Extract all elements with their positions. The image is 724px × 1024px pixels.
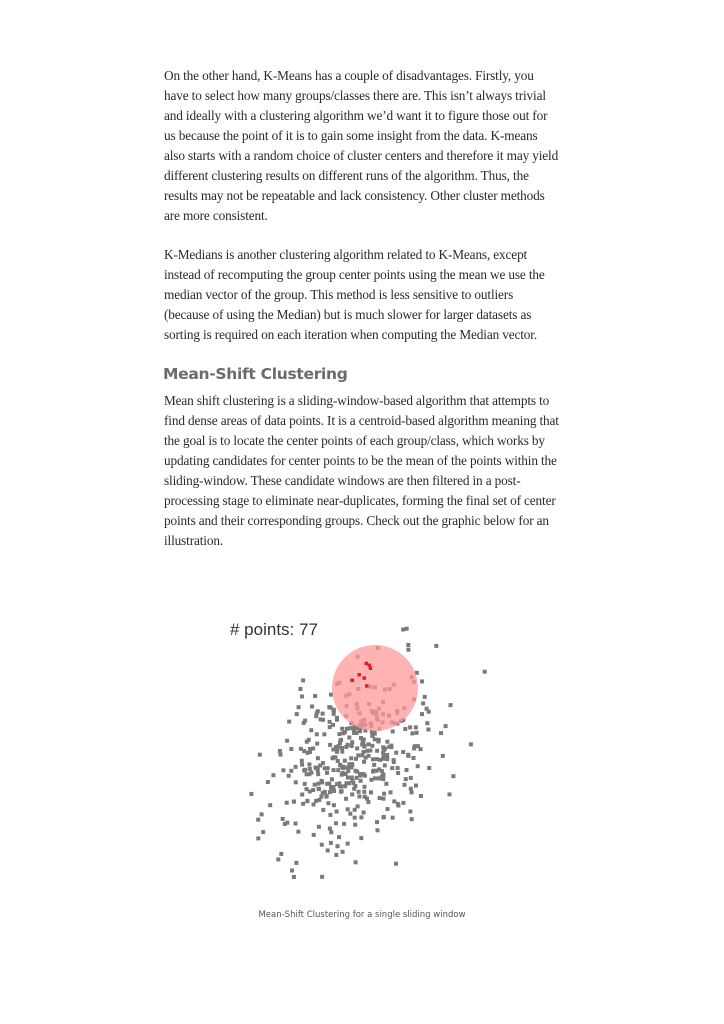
data-point [354, 769, 358, 773]
data-point [427, 766, 431, 770]
data-point [373, 776, 377, 780]
data-point [271, 773, 275, 777]
data-point [389, 745, 393, 749]
data-point [369, 790, 373, 794]
data-point [346, 769, 350, 773]
data-point [375, 820, 379, 824]
data-point [354, 757, 358, 761]
data-point [338, 739, 342, 743]
data-point [334, 821, 338, 825]
data-point [326, 801, 330, 805]
data-point [382, 797, 386, 801]
data-point [357, 795, 361, 799]
data-point [323, 790, 327, 794]
data-point [350, 792, 354, 796]
data-point [295, 712, 299, 716]
data-point [390, 766, 394, 770]
data-point [394, 751, 398, 755]
data-point [311, 788, 315, 792]
data-point [327, 705, 331, 709]
data-point [294, 765, 298, 769]
data-point [303, 768, 307, 772]
data-point [410, 817, 414, 821]
data-point [340, 746, 344, 750]
data-point [315, 742, 319, 746]
data-point [376, 740, 380, 744]
data-point [312, 833, 316, 837]
data-point [357, 790, 361, 794]
data-point [415, 731, 419, 735]
data-point [320, 780, 324, 784]
data-point [451, 774, 455, 778]
data-point [371, 757, 375, 761]
paragraph-kmedians: K-Medians is another clustering algorithm related to K-Means, except instead of recomputing the group center points using the mean we use the median vector of the group. This method is less sensitive to outliers (because of using the Median) but is much slower for larger datasets as sorting is required on each iteration when computing the Median vector. [164, 247, 545, 342]
data-point [376, 828, 380, 832]
data-point [325, 771, 329, 775]
data-point [383, 747, 387, 751]
data-point [416, 764, 420, 768]
data-point [300, 695, 304, 699]
data-point [289, 747, 293, 751]
data-point [427, 710, 431, 714]
data-point [350, 779, 354, 783]
data-point [343, 759, 347, 763]
data-point [256, 836, 260, 840]
data-point [420, 679, 424, 683]
data-point [410, 731, 414, 735]
data-point [406, 648, 410, 652]
data-point [366, 800, 370, 804]
data-point [434, 644, 438, 648]
data-point [340, 727, 344, 731]
data-point [339, 785, 343, 789]
data-point [343, 784, 347, 788]
data-point [303, 782, 307, 786]
data-point [301, 678, 305, 682]
data-point [337, 835, 341, 839]
data-point [444, 724, 448, 728]
data-point [352, 731, 356, 735]
data-point [341, 850, 345, 854]
data-point [394, 862, 398, 866]
data-point [426, 728, 430, 732]
data-point [367, 742, 371, 746]
data-point [336, 844, 340, 848]
data-point [362, 760, 366, 764]
data-point [332, 712, 336, 716]
data-point [441, 754, 445, 758]
data-point [320, 875, 324, 879]
data-point [346, 842, 350, 846]
data-point [296, 830, 300, 834]
data-point [305, 799, 309, 803]
data-point [343, 730, 347, 734]
data-point [406, 643, 410, 647]
data-point [350, 763, 354, 767]
data-point [329, 830, 333, 834]
data-point [325, 794, 329, 798]
data-point [419, 794, 423, 798]
data-point [332, 768, 336, 772]
data-point [330, 777, 334, 781]
data-point [483, 670, 487, 674]
data-point [384, 782, 388, 786]
data-point [404, 777, 408, 781]
data-point [378, 796, 382, 800]
data-point [329, 841, 333, 845]
data-point [383, 763, 387, 767]
data-point [287, 774, 291, 778]
data-point [349, 756, 353, 760]
data-point [287, 720, 291, 724]
section-heading: Mean-Shift Clustering [163, 365, 348, 383]
data-point [301, 802, 305, 806]
data-point [350, 740, 354, 744]
data-point [382, 815, 386, 819]
data-point [405, 627, 409, 631]
data-point [405, 768, 409, 772]
data-point [354, 860, 358, 864]
scatter-plot [224, 608, 494, 884]
data-point [421, 701, 425, 705]
data-point [328, 790, 332, 794]
data-point [373, 732, 377, 736]
data-point [319, 795, 323, 799]
data-point [346, 743, 350, 747]
data-point [448, 792, 452, 796]
data-point [425, 721, 429, 725]
data-point [382, 792, 386, 796]
data-point [279, 852, 283, 856]
data-point [326, 766, 330, 770]
data-point [322, 732, 326, 736]
window-point [365, 684, 369, 688]
data-point [294, 861, 298, 865]
data-point [396, 804, 400, 808]
data-point [403, 783, 407, 787]
data-point [414, 725, 418, 729]
data-point [348, 812, 352, 816]
data-point [299, 747, 303, 751]
data-point [308, 767, 312, 771]
paragraph-mean-shift: Mean shift clustering is a sliding-window-based algorithm that attempts to find dense areas of data points. It is a centroid-based algorithm meaning that the goal is to locate the center points of each group/class, which works by updating candidates for center points to be the mean of the points within the sliding-window. These candidate windows are then filtered in a post-processing stage to eliminate near-duplicates, forming the final set of center points and their corresponding groups. Check out the graphic below for an illustration. [164, 393, 559, 548]
data-point [364, 756, 368, 760]
data-point [409, 776, 413, 780]
data-point [373, 737, 377, 741]
data-point [335, 810, 339, 814]
data-point [412, 756, 416, 760]
data-point [401, 750, 405, 754]
data-point [332, 755, 336, 759]
data-point [305, 740, 309, 744]
data-point [260, 812, 264, 816]
data-point [337, 732, 341, 736]
data-point [375, 757, 379, 761]
data-point [290, 869, 294, 873]
data-point [278, 749, 282, 753]
data-point [401, 628, 405, 632]
data-point [307, 762, 311, 766]
data-point [314, 714, 318, 718]
data-point [362, 811, 366, 815]
data-point [303, 719, 307, 723]
data-point [355, 776, 359, 780]
data-point [281, 817, 285, 821]
data-point [339, 790, 343, 794]
data-point [317, 782, 321, 786]
data-point [294, 780, 298, 784]
data-point [320, 843, 324, 847]
data-point [313, 694, 317, 698]
data-point [359, 836, 363, 840]
data-point [407, 754, 411, 758]
data-point [335, 750, 339, 754]
data-point [268, 803, 272, 807]
data-point [353, 816, 357, 820]
data-point [375, 749, 379, 753]
data-point [332, 803, 336, 807]
data-point [353, 823, 357, 827]
data-point [344, 797, 348, 801]
data-point [386, 807, 390, 811]
data-point [312, 803, 316, 807]
data-point [336, 759, 340, 763]
data-point [409, 787, 413, 791]
data-point [359, 779, 363, 783]
data-point [385, 740, 389, 744]
data-point [346, 807, 350, 811]
data-point [340, 750, 344, 754]
data-point [391, 816, 395, 820]
data-point [308, 747, 312, 751]
data-point [249, 792, 253, 796]
data-point [403, 727, 407, 731]
data-point [385, 753, 389, 757]
data-point [469, 742, 473, 746]
data-point [314, 799, 318, 803]
data-point [350, 744, 354, 748]
data-point [342, 822, 346, 826]
data-point [363, 785, 367, 789]
data-point [449, 703, 453, 707]
data-point [283, 822, 287, 826]
data-point [285, 739, 289, 743]
data-point [370, 744, 374, 748]
data-point [346, 776, 350, 780]
data-point [346, 765, 350, 769]
data-point [256, 818, 260, 822]
data-point [410, 790, 414, 794]
data-point [297, 705, 301, 709]
data-point [389, 790, 393, 794]
data-point [266, 780, 270, 784]
data-point [332, 789, 336, 793]
data-point [328, 813, 332, 817]
data-point [313, 783, 317, 787]
data-point [366, 749, 370, 753]
data-point [321, 712, 325, 716]
data-point [321, 808, 325, 812]
data-point [380, 769, 384, 773]
data-point [309, 728, 313, 732]
data-point [359, 736, 363, 740]
data-point [358, 729, 362, 733]
data-point [321, 761, 325, 765]
window-point [350, 679, 354, 683]
data-point [294, 822, 298, 826]
data-point [336, 768, 340, 772]
data-point [319, 717, 323, 721]
data-point [372, 763, 376, 767]
data-point [331, 723, 335, 727]
window-point [357, 673, 361, 677]
data-point [298, 687, 302, 691]
data-point [378, 758, 382, 762]
data-point [316, 772, 320, 776]
data-point [347, 736, 351, 740]
window-point [365, 662, 369, 666]
data-point [355, 746, 359, 750]
data-point [326, 848, 330, 852]
data-point [380, 775, 384, 779]
data-point [396, 766, 400, 770]
article-body [164, 66, 560, 551]
data-point [328, 743, 332, 747]
data-point [381, 751, 385, 755]
data-point [408, 725, 412, 729]
points-counter: # points: 77 [230, 620, 318, 639]
data-point [331, 708, 335, 712]
data-point [305, 787, 309, 791]
data-point [335, 718, 339, 722]
data-point [289, 769, 293, 773]
data-point [353, 784, 357, 788]
mean-shift-figure [224, 608, 494, 884]
data-point [261, 830, 265, 834]
data-point [423, 695, 427, 699]
data-point [396, 771, 400, 775]
data-point [281, 768, 285, 772]
data-point [279, 753, 283, 757]
data-point [363, 795, 367, 799]
data-point [315, 732, 319, 736]
data-point [414, 784, 418, 788]
data-point [439, 731, 443, 735]
data-point [300, 763, 304, 767]
data-point [292, 875, 296, 879]
data-point [360, 743, 364, 747]
window-point [368, 664, 372, 668]
data-point [305, 772, 309, 776]
data-point [420, 712, 424, 716]
window-point [363, 676, 367, 680]
data-point [392, 760, 396, 764]
data-point [372, 769, 376, 773]
data-point [292, 800, 296, 804]
data-point [328, 827, 332, 831]
data-point [401, 801, 405, 805]
data-point [314, 766, 318, 770]
data-point [276, 857, 280, 861]
data-point [408, 810, 412, 814]
data-point [340, 773, 344, 777]
data-point [300, 759, 304, 763]
data-point [392, 799, 396, 803]
data-point [258, 753, 262, 757]
window-point [369, 667, 373, 671]
figure-caption: Mean-Shift Clustering for a single sliding window [258, 910, 466, 920]
data-point [317, 787, 321, 791]
data-point [317, 825, 321, 829]
data-point [327, 782, 331, 786]
data-point [316, 756, 320, 760]
data-point [413, 744, 417, 748]
data-point [310, 705, 314, 709]
data-point [356, 804, 360, 808]
data-point [300, 793, 304, 797]
data-point [359, 774, 363, 778]
data-point [285, 801, 289, 805]
data-point [331, 748, 335, 752]
paragraph-kmeans-disadvantages: On the other hand, K-Means has a couple of disadvantages. Firstly, you have to select how many groups/classes there are. This isn’t always trivial and ideally with a clustering algorithm we’d want it to figure those out for us because the point of it is to gain some insight from the data. K-means also starts with a random choice of cluster centers and therefore it may yield different clustering results on different runs of the algorithm. Thus, the results may not be repeatable and lack consistency. Other cluster methods are more consistent. [164, 68, 559, 223]
data-point [362, 790, 366, 794]
sliding-window [332, 645, 418, 731]
data-point [391, 729, 395, 733]
data-point [341, 765, 345, 769]
data-point [359, 815, 363, 819]
data-point [334, 853, 338, 857]
